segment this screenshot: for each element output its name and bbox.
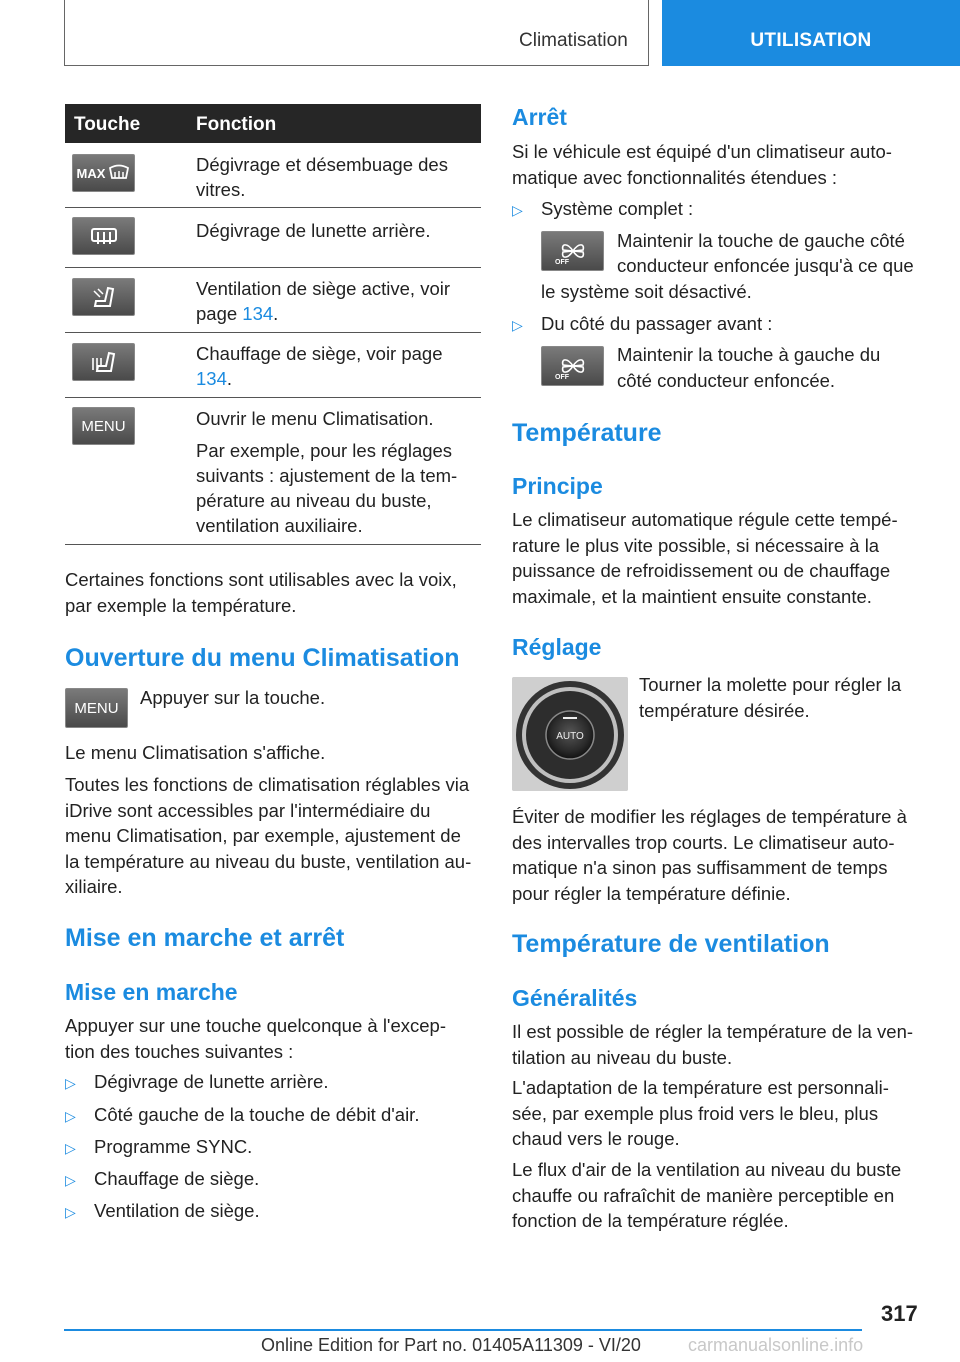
heading-setting: Réglage xyxy=(512,634,602,660)
passenger-desc-b: côté conducteur enfoncée. xyxy=(617,370,836,391)
heading-open-menu: Ouverture du menu Climatisation xyxy=(65,644,460,672)
function-table xyxy=(65,104,481,545)
table-row xyxy=(65,268,481,333)
row-text-detail: Par exemple, pour les réglages suivants : ajustement de la tem‐pérature au niveau du buste, ventilation auxiliaire. xyxy=(196,440,458,536)
heading-temperature: Température xyxy=(512,419,662,447)
passenger-desc-a: Maintenir la touche à gauche du xyxy=(617,344,881,365)
table-row xyxy=(65,143,481,208)
switch-on-description: Appuyer sur une touche quelconque à l'excep‐tion des touches suivantes : xyxy=(65,1015,446,1062)
principle-description: Le climatiseur automatique régule cette tempé‐rature le plus vite possible, si nécessaire à la puissance de refroidissement ou de chauffage maximale, et la maintient ensuite constante. xyxy=(512,509,898,607)
menu-button-icon: MENU xyxy=(65,688,128,728)
table-row xyxy=(65,208,481,268)
heading-switch-on: Mise en marche xyxy=(65,979,238,1005)
full-system-desc-a: Maintenir la touche de gauche côté xyxy=(617,230,905,251)
menu-press-text: Appuyer sur la touche. xyxy=(140,687,326,708)
seat-ventilation-icon xyxy=(72,278,135,316)
full-system-desc-c: le système soit désactivé. xyxy=(541,281,752,302)
footer-divider xyxy=(64,1329,862,1331)
row-text: Ventilation de siège active, voir page 134. xyxy=(196,278,451,324)
voice-note: Certaines fonctions sont utilisables avec la voix, par exemple la température. xyxy=(65,569,457,616)
section-title: Climatisation xyxy=(519,30,628,51)
general-description-1: Il est possible de régler la température de la ven‐tilation au niveau du buste. xyxy=(512,1021,914,1068)
table-row xyxy=(65,333,481,398)
row-text: Dégivrage de lunette arrière. xyxy=(196,220,431,241)
general-description-2: L'adaptation de la température est personnali‐sée, par exemple plus froid vers le bleu, plus chaud vers le rouge. xyxy=(512,1077,889,1149)
col-header-key: Touche xyxy=(74,114,141,135)
chapter-tab: UTILISATION xyxy=(662,0,960,66)
col-header-function: Fonction xyxy=(196,114,277,135)
heading-general: Généralités xyxy=(512,985,638,1011)
full-system-desc-b: conducteur enfoncée jusqu'à ce que xyxy=(617,255,914,276)
svg-text:OFF: OFF xyxy=(554,259,569,266)
heading-switch-off: Arrêt xyxy=(512,104,567,130)
page-number: 317 xyxy=(881,1301,918,1326)
seat-heating-icon xyxy=(72,343,135,381)
menu-description: Toutes les fonctions de climatisation réglables via iDrive sont accessibles par l'intermédiaire du menu Climatisation, par exemple, ajustement de la température au niveau du buste, ventilation au‐xiliaire. xyxy=(65,774,472,897)
heading-principle: Principe xyxy=(512,473,603,499)
heading-on-off: Mise en marche et arrêt xyxy=(65,924,345,952)
avoid-description: Éviter de modifier les réglages de température à des intervalles trop courts. Le climatiseur auto‐matique n'a sinon pas suffisamment de temps pour régler la température définie. xyxy=(512,806,907,904)
row-text: Ouvrir le menu Climatisation. xyxy=(196,408,434,429)
general-description-3: Le flux d'air de la ventilation au niveau du buste chauffe ou rafraîchit de manière perceptible en fonction de la température réglée. xyxy=(512,1159,902,1231)
max-defrost-icon: MAX xyxy=(72,154,135,192)
row-text: Chauffage de siège, voir page 134. xyxy=(196,343,443,389)
temperature-knob-image xyxy=(512,677,628,791)
svg-text:AUTO: AUTO xyxy=(556,731,584,742)
table-row xyxy=(65,398,481,545)
row-text: Dégivrage et désembuage des vitres. xyxy=(196,154,448,200)
rear-defrost-icon xyxy=(72,217,135,255)
svg-text:OFF: OFF xyxy=(554,374,569,381)
setting-description: Tourner la molette pour régler la température désirée. xyxy=(639,674,902,721)
fan-off-icon xyxy=(541,346,604,386)
table-header xyxy=(65,104,481,143)
page-link[interactable]: 134 xyxy=(242,303,274,324)
menu-shown-text: Le menu Climatisation s'affiche. xyxy=(65,742,326,763)
page-link[interactable]: 134 xyxy=(196,368,227,389)
edition-text: Online Edition for Part no. 01405A11309 - VI/20 xyxy=(261,1335,641,1355)
heading-ventilation-temperature: Température de ventilation xyxy=(512,930,830,958)
switch-off-description: Si le véhicule est équipé d'un climatiseur auto‐matique avec fonctionnalités étendues : xyxy=(512,141,892,188)
watermark-text: carmanualsonline.info xyxy=(688,1335,864,1355)
fan-off-icon xyxy=(541,231,604,271)
menu-button-icon: MENU xyxy=(72,407,135,445)
